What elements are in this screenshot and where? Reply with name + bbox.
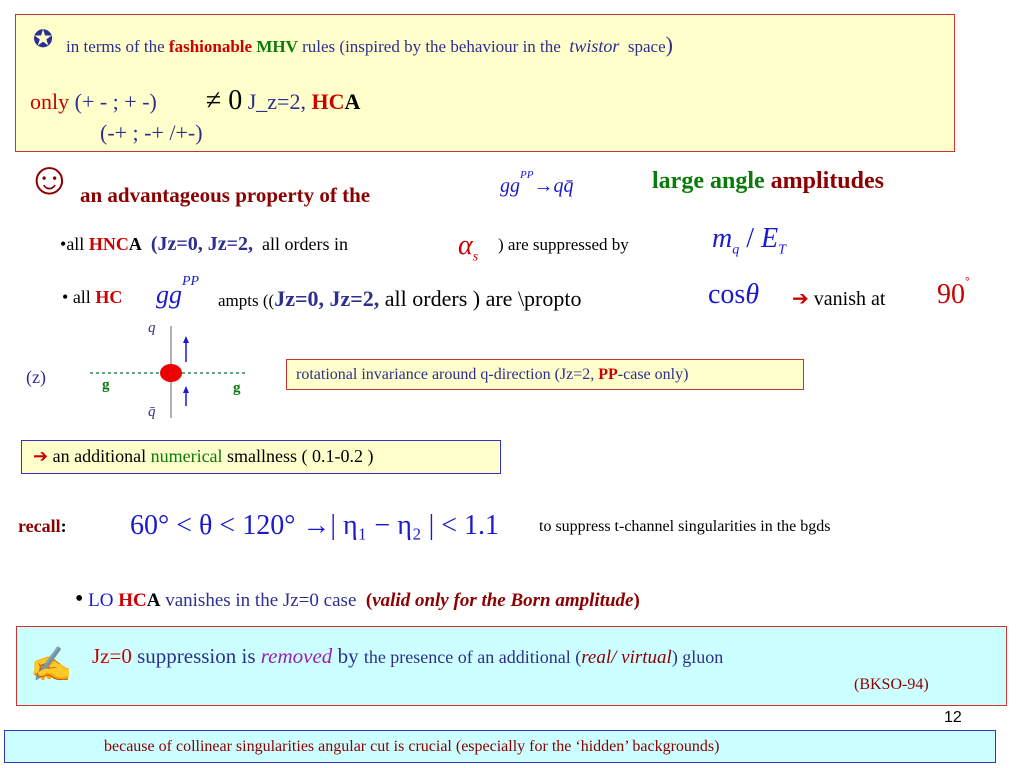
suppressed-text: ) are suppressed by (498, 235, 629, 254)
collinear-note-text: because of collinear singularities angular cut is crucial (especially for the ‘hidden’ backgrounds) (104, 738, 720, 755)
gg-to-qq-formula: $gg^{PP}\to qq̄$ (500, 169, 574, 197)
mhv-line1: in terms of the fashionable MHV rules (inspired by the behaviour in the twistor space) (66, 32, 673, 57)
q-top-label: q (148, 320, 156, 336)
mq-over-et: $m_q / E_T$ (712, 223, 786, 258)
bullet-hnca: •all HNCA (Jz=0, Jz=2, all orders in (60, 233, 349, 255)
scattering-diagram (80, 318, 260, 428)
rotational-invariance-text: rotational invariance around q-direction (Jz=2, PP-case only) (296, 366, 689, 383)
numerical-smallness-text: ➔ an additional numerical smallness ( 0.1-0.2 ) (33, 446, 374, 466)
spin-arrowhead-bottom (183, 386, 189, 393)
mhv-line2: only (+ - ; + -) ≠ 0 J_z=2, HCA (30, 85, 361, 116)
recall-label: recall: (18, 516, 67, 536)
mhv-line3: (-+ ; -+ /+-) (100, 120, 203, 145)
vertex-blob (160, 364, 182, 382)
g-left-label: g (102, 377, 110, 393)
jz0-suppression-text: Jz=0 suppression is removed by the presence of an additional (real/ virtual) gluon (92, 644, 724, 668)
vanish-text: ➔ vanish at (792, 288, 886, 310)
lo-hca-line: • LO HCA vanishes in the Jz=0 case (valid only for the Born amplitude) (75, 586, 640, 612)
gg-pp-symbol: $gg^{PP}$ (156, 274, 200, 309)
recall-formula: 60° < θ < 120° →| η₁ − η₂ | < 1.1 (130, 510, 499, 541)
thinking-figure-icon: ✍ (30, 647, 73, 684)
z-label: (z) (26, 367, 46, 387)
g-right-label: g (233, 380, 241, 396)
cos-theta: cosθ (708, 279, 760, 310)
smiley-icon: ☺ (26, 153, 73, 204)
ninety-degrees: 90° (937, 273, 970, 310)
advantageous-text: an advantageous property of the (80, 183, 371, 207)
spin-arrowhead-top (183, 336, 189, 343)
bkso-reference: (BKSO-94) (854, 676, 929, 693)
bullet-hc: • all HC (62, 287, 123, 307)
page-number: 12 (944, 709, 962, 726)
qbar-bottom-label: q̄ (148, 404, 156, 420)
large-angle-amplitudes: large angle amplitudes (652, 168, 884, 194)
star-icon: ✪ (33, 27, 54, 53)
recall-note: to suppress t-channel singularities in the bgds (539, 518, 831, 535)
ampts-line: ampts ((Jz=0, Jz=2, all orders ) are \propto (218, 286, 582, 311)
alpha-s-symbol: $\alpha_s$ (458, 230, 479, 265)
